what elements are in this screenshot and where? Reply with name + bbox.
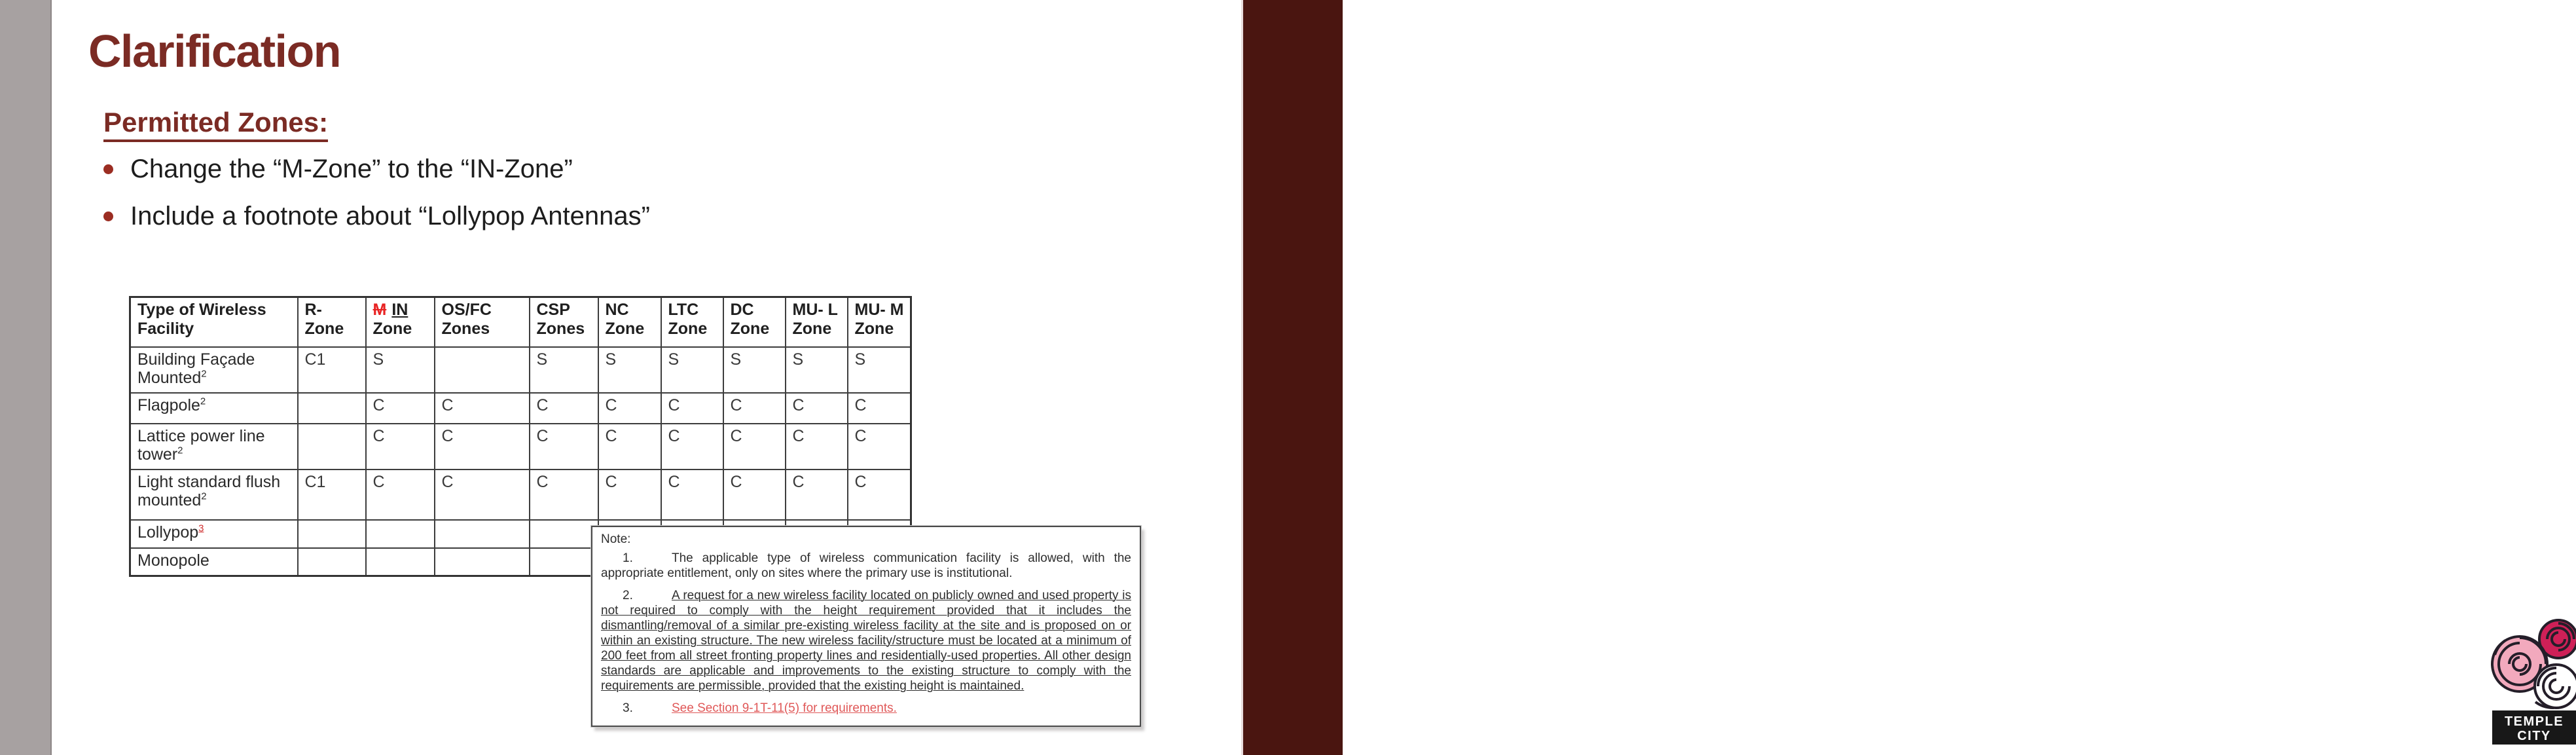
header-osfc-zones: OS/FC Zones bbox=[435, 297, 530, 347]
cell: C bbox=[786, 424, 848, 470]
permitted-zones-text: Permitted Zones: bbox=[103, 107, 328, 142]
row-label: Light standard flush mounted$^2$ bbox=[130, 470, 298, 520]
inserted-zone-code: IN bbox=[391, 301, 408, 319]
note-item-number: 1. bbox=[623, 551, 633, 565]
note-item-text: A request for a new wireless facility located on publicly owned and used property is not required to comply with the height requirement provided that it includes the dismantling/removal of a similar pre-existing wireless facility at the site and is proposed on or within an existing structure. The new wireless facility/structure must be located at a minimum of 200 feet from all street fronting property lines and residentially-used properties. All other design standards are applicable and improvements to the existing structure to comply with the requirements are permissible, provided that the existing height is maintained. bbox=[601, 589, 1131, 693]
cell bbox=[530, 548, 598, 576]
cell: S bbox=[723, 347, 786, 393]
table-row bbox=[130, 347, 911, 393]
note-box bbox=[591, 526, 1141, 727]
note-item-3 bbox=[601, 701, 1131, 716]
cell: C1 bbox=[298, 347, 366, 393]
note-item-text: The applicable type of wireless communication facility is allowed, with the appropriate entitlement, only on sites where the primary use is institutional. bbox=[601, 551, 1131, 580]
row-label: Lattice power line tower$^2$ bbox=[130, 424, 298, 470]
cell bbox=[435, 347, 530, 393]
cell bbox=[366, 520, 435, 548]
cell bbox=[366, 548, 435, 576]
cell bbox=[435, 548, 530, 576]
bullet-item bbox=[100, 153, 650, 185]
cell bbox=[530, 520, 598, 548]
cell: C bbox=[661, 393, 723, 424]
cell: C bbox=[848, 393, 911, 424]
header-facility-type: Type of Wireless Facility bbox=[130, 297, 298, 347]
section-reference-text: See Section 9-1T-11(5) for requirements. bbox=[672, 701, 897, 715]
bullet-icon bbox=[103, 164, 113, 174]
cell: S bbox=[530, 347, 598, 393]
cell: C bbox=[723, 424, 786, 470]
deleted-zone-code: M bbox=[372, 301, 387, 319]
right-maroon-panel bbox=[1241, 0, 2564, 755]
camellia-roses-icon bbox=[2492, 623, 2576, 745]
header-dc-zone: DC Zone bbox=[723, 297, 786, 347]
cell: S bbox=[848, 347, 911, 393]
table-row bbox=[130, 424, 911, 470]
bullet-icon bbox=[103, 212, 113, 221]
cell: C bbox=[598, 424, 661, 470]
cell: S bbox=[786, 347, 848, 393]
logo-text-line1: TEMPLE bbox=[2504, 714, 2564, 729]
cell: C bbox=[848, 470, 911, 520]
row-label: Building Façade Mounted$^2$ bbox=[130, 347, 298, 393]
cell: C bbox=[435, 424, 530, 470]
bullet-list bbox=[100, 153, 650, 247]
cell: C bbox=[530, 393, 598, 424]
cell: C bbox=[530, 470, 598, 520]
cell: C bbox=[435, 393, 530, 424]
note-item-number: 2. bbox=[623, 589, 633, 602]
cell bbox=[298, 393, 366, 424]
cell: C bbox=[723, 393, 786, 424]
logo-text-line2: CITY bbox=[2517, 729, 2551, 743]
cell: C bbox=[598, 470, 661, 520]
cell bbox=[298, 520, 366, 548]
row-label: Lollypop$^3$ bbox=[130, 520, 298, 548]
cell: C bbox=[786, 470, 848, 520]
table-row bbox=[130, 470, 911, 520]
page-title: Clarification bbox=[88, 26, 341, 77]
cell: C bbox=[530, 424, 598, 470]
cell: C bbox=[598, 393, 661, 424]
bullet-text: Change the “M-Zone” to the “IN-Zone” bbox=[130, 155, 573, 183]
cell bbox=[298, 424, 366, 470]
cell bbox=[298, 548, 366, 576]
bullet-item bbox=[100, 200, 650, 232]
bullet-text: Include a footnote about “Lollypop Antennas” bbox=[130, 202, 650, 230]
header-mu-l-zone: MU- L Zone bbox=[786, 297, 848, 347]
temple-city-logo bbox=[2492, 623, 2576, 745]
header-mu-m-zone: MU- M Zone bbox=[848, 297, 911, 347]
cell: C bbox=[366, 424, 435, 470]
row-label: Monopole bbox=[130, 548, 298, 576]
permitted-zones-heading bbox=[103, 107, 328, 138]
row-label: Flagpole$^2$ bbox=[130, 393, 298, 424]
table-row bbox=[130, 393, 911, 424]
cell: C bbox=[661, 470, 723, 520]
cell: C bbox=[723, 470, 786, 520]
cell: S bbox=[661, 347, 723, 393]
cell: S bbox=[366, 347, 435, 393]
cell: C bbox=[366, 393, 435, 424]
cell: C bbox=[366, 470, 435, 520]
header-r-zone: R- Zone bbox=[298, 297, 366, 347]
header-nc-zone: NC Zone bbox=[598, 297, 661, 347]
cell: C bbox=[661, 424, 723, 470]
cell: C bbox=[848, 424, 911, 470]
cell: C bbox=[435, 470, 530, 520]
left-gray-panel bbox=[0, 0, 52, 755]
header-m-in-zone: M IN Zone bbox=[366, 297, 435, 347]
note-title: Note: bbox=[601, 532, 631, 546]
note-item-2 bbox=[601, 588, 1131, 693]
header-ltc-zone: LTC Zone bbox=[661, 297, 723, 347]
cell: C1 bbox=[298, 470, 366, 520]
header-csp-zones: CSP Zones bbox=[530, 297, 598, 347]
cell: C bbox=[786, 393, 848, 424]
note-item-1 bbox=[601, 551, 1131, 581]
cell bbox=[435, 520, 530, 548]
note-item-number: 3. bbox=[623, 701, 633, 715]
table-header-row bbox=[130, 297, 911, 347]
cell: S bbox=[598, 347, 661, 393]
